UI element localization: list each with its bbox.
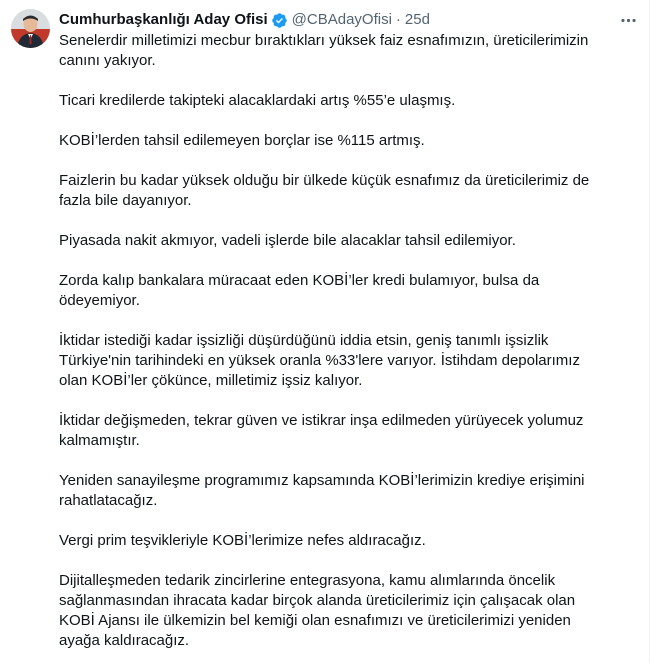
tweet-paragraph: Dijitalleşmeden tedarik zincirlerine entegrasyona, kamu alımlarında öncelik sağlanmasından ihracata kadar birçok alanda üreticilerimiz için çalışacak olan KOBİ Ajansı ile ülkemizin bel kemiği olan esnafımızı ve üreticilerimizi yeniden ayağa kaldıracağız.: [59, 572, 576, 649]
verified-badge-icon[interactable]: [271, 12, 288, 29]
tweet-header: [59, 9, 639, 31]
more-dots-icon[interactable]: [617, 9, 639, 31]
tweet-paragraph: KOBİ’lerden tahsil edilemeyen borçlar ise %115 artmış.: [59, 132, 425, 149]
tweet-timestamp[interactable]: 25d: [404, 11, 430, 28]
tweet-paragraph: Piyasada nakit akmıyor, vadeli işlerde bile alacaklar tahsil edilemiyor.: [59, 232, 516, 249]
tweet-paragraph: Faizlerin bu kadar yüksek olduğu bir ülkede küçük esnafımız da üreticilerimiz de fazla bile dayanıyor.: [59, 172, 590, 209]
tweet-paragraph: Senelerdir milletimizi mecbur bıraktıkları yüksek faiz esnafımızın, üreticilerimizin canını yakıyor.: [59, 32, 589, 69]
tweet-paragraph: İktidar istediği kadar işsizliği düşürdüğünü iddia etsin, geniş tanımlı işsizlik Türkiye'nin tarihindeki en yüksek oranla %33'lere varıyor. İstihdam depolarımız olan KOBİ’ler çökünce, milletimiz işsiz kalıyor.: [59, 332, 580, 389]
tweet-paragraph: Ticari kredilerde takipteki alacaklardaki artış %55’e ulaşmış.: [59, 92, 456, 109]
tweet-text: [59, 31, 599, 671]
author-handle[interactable]: @CBAdayOfisi: [291, 11, 392, 28]
separator-dot: ·: [395, 11, 401, 28]
author-name[interactable]: Cumhurbaşkanlığı Aday Ofisi: [59, 11, 268, 28]
avatar-image: [11, 9, 50, 48]
tweet-paragraph: Zorda kalıp bankalara müracaat eden KOBİ’ler kredi bulamıyor, bulsa da ödeyemiyor.: [59, 272, 540, 309]
tweet-paragraph: İktidar değişmeden, tekrar güven ve istikrar inşa edilmeden yürüyecek yolumuz kalmamıştır.: [59, 412, 584, 449]
tweet-paragraph: Yeniden sanayileşme programımız kapsamında KOBİ’lerimizin krediye erişimini rahatlatacağız.: [59, 472, 585, 509]
avatar[interactable]: [11, 9, 50, 48]
tweet-paragraph: Vergi prim teşvikleriyle KOBİ’lerimize nefes aldıracağız.: [59, 532, 426, 549]
